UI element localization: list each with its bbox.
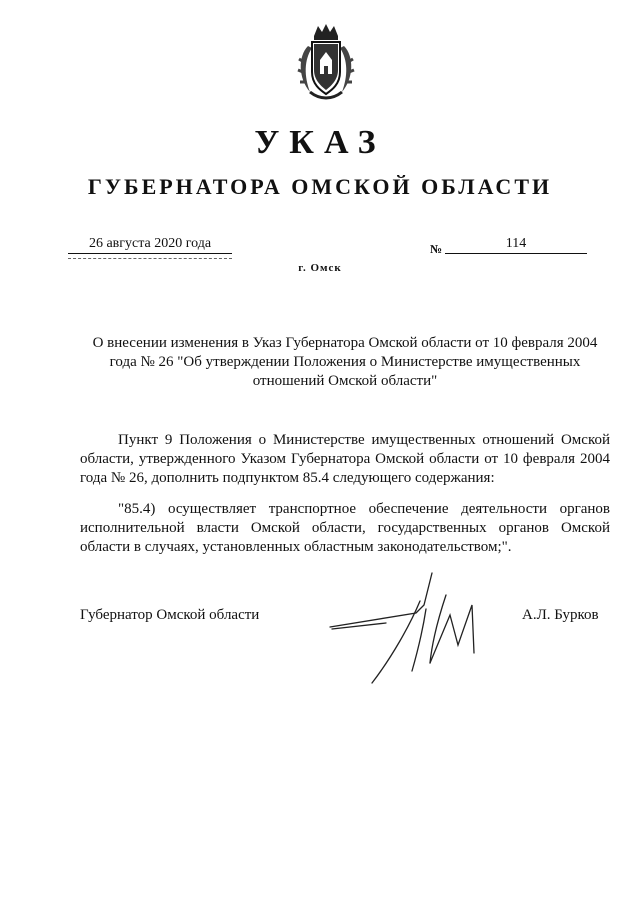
body-paragraph: "85.4) осуществляет транспортное обеспечение деятельности органов исполнительной власти Омской области, государственных органов Омской области в случаях, установленных областным законодательством;". — [80, 501, 610, 555]
number-label: № — [430, 242, 443, 256]
date-underline — [68, 258, 232, 259]
document-heading: О внесении изменения в Указ Губернатора Омской области от 10 февраля 2004 года № 26 "Об утверждении Положения о Министерстве имущественных отношений Омской области" — [92, 335, 598, 389]
document-type-title: УКАЗ — [254, 124, 386, 161]
signatory-position: Губернатор Омской области — [80, 607, 260, 623]
city-label: г. Омск — [298, 262, 342, 274]
document-number: 114 — [445, 236, 587, 254]
document-date: 26 августа 2020 года — [68, 236, 232, 254]
issuer-title: ГУБЕРНАТОРА ОМСКОЙ ОБЛАСТИ — [87, 174, 553, 199]
signatory-name: А.Л. Бурков — [522, 607, 599, 623]
signature-icon — [326, 565, 502, 687]
body-paragraph: Пункт 9 Положения о Министерстве имущественных отношений Омской области, утвержденного Указом Губернатора Омской области от 10 февраля 2004 года № 26, дополнить подпунктом 85.4 следующего содержания: — [80, 432, 610, 486]
coat-of-arms-icon — [294, 22, 358, 102]
